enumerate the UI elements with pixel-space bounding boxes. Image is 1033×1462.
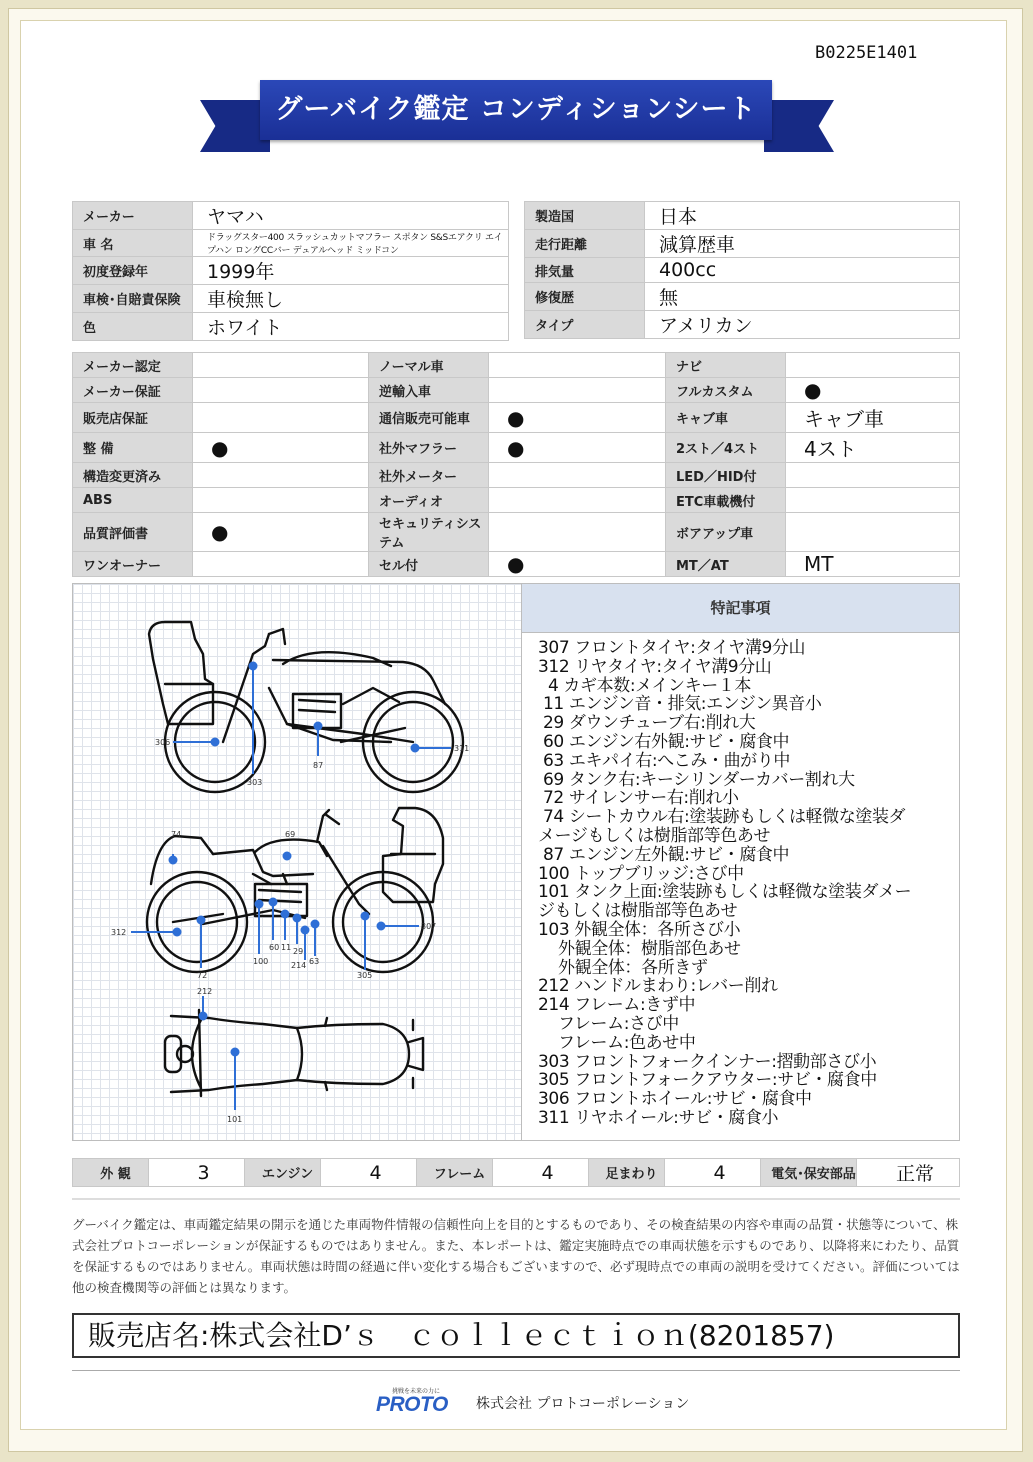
feature-label: メーカー認定	[73, 353, 193, 378]
info-row	[73, 230, 509, 257]
feature-row	[73, 433, 960, 463]
callout-311: 311	[454, 744, 470, 753]
info-value: ドラッグスター400 スラッシュカットマフラー スポタン S&Sエアクリ エイプハン ロングCCバー デュアルヘッド ミッドコン	[193, 230, 509, 257]
info-label: 色	[73, 313, 193, 341]
logo-tagline: 挑戦を未来の力に	[392, 1388, 441, 1395]
info-row	[525, 202, 960, 230]
logo-wordmark: PROTO	[376, 1393, 448, 1416]
score-value: 正常	[857, 1159, 960, 1187]
note-line: 外観全体：各所きず	[538, 957, 708, 978]
callout-29: 29	[293, 947, 304, 956]
feature-label: 販売店保証	[73, 403, 193, 433]
info-value: 400cc	[645, 258, 960, 283]
feature-value	[489, 488, 666, 513]
notes-panel	[522, 583, 960, 1141]
feature-label: ETC車載機付	[666, 488, 786, 513]
feature-value: MT	[786, 552, 960, 577]
note-line: 4 カギ本数:メインキー１本	[538, 675, 752, 696]
callout-11: 11	[281, 943, 292, 952]
callout-60: 60	[269, 943, 280, 952]
score-value: 3	[149, 1159, 245, 1187]
feature-value	[489, 353, 666, 378]
callout-306: 306	[155, 738, 171, 747]
ribbon-tail-right	[764, 100, 834, 152]
feature-value	[786, 463, 960, 488]
basic-info-left	[72, 201, 509, 341]
callout-lines-1	[173, 663, 451, 775]
score-label: 外 観	[73, 1159, 149, 1187]
info-value: ホワイト	[193, 313, 509, 341]
feature-label: ノーマル車	[369, 353, 489, 378]
info-row	[73, 285, 509, 313]
note-line: 305 フロントフォークアウター:サビ・腐食中	[538, 1070, 877, 1091]
basic-info-right	[524, 201, 960, 339]
feature-label: キャブ車	[666, 403, 786, 433]
info-value: 車検無し	[193, 285, 509, 313]
feature-value	[193, 488, 369, 513]
info-label: メーカー	[73, 202, 193, 230]
feature-row	[73, 463, 960, 488]
feature-label: ボアアップ車	[666, 513, 786, 552]
feature-value	[193, 403, 369, 433]
note-line: 69 タンク右:キーシリンダーカバー割れ大	[538, 769, 855, 790]
score-value: 4	[665, 1159, 761, 1187]
note-line: 11 エンジン音・排気:エンジン異音小	[538, 694, 822, 715]
feature-label: セル付	[369, 552, 489, 577]
proto-logo	[376, 1386, 466, 1416]
feature-label: 構造変更済み	[73, 463, 193, 488]
feature-value: ●	[489, 552, 666, 577]
note-line: 303 フロントフォークインナー:摺動部さび小	[538, 1051, 877, 1072]
info-row	[525, 258, 960, 283]
feature-value	[786, 353, 960, 378]
bike-side-left	[149, 622, 463, 792]
feature-value	[193, 552, 369, 577]
feature-label: 逆輸入車	[369, 378, 489, 403]
feature-value: ●	[193, 513, 369, 552]
callout-212: 212	[197, 987, 213, 996]
feature-value	[489, 513, 666, 552]
info-value: 1999年	[193, 257, 509, 285]
feature-value: ●	[786, 378, 960, 403]
info-label: 排気量	[525, 258, 645, 283]
feature-label: 整 備	[73, 433, 193, 463]
note-line: メージもしくは樹脂部等色あせ	[538, 825, 771, 846]
feature-row	[73, 552, 960, 577]
feature-value	[489, 378, 666, 403]
damage-diagram	[72, 583, 522, 1141]
note-line: 60 エンジン右外観:サビ・腐食中	[538, 731, 790, 752]
info-label: 製造国	[525, 202, 645, 230]
feature-label: MT／AT	[666, 552, 786, 577]
info-label: タイプ	[525, 311, 645, 339]
feature-value: 4スト	[786, 433, 960, 463]
notes-title: 特記事項	[522, 584, 959, 633]
info-row	[525, 283, 960, 311]
divider	[72, 1370, 960, 1371]
callout-69: 69	[285, 830, 296, 839]
feature-row	[73, 513, 960, 552]
info-value: 減算歴車	[645, 230, 960, 258]
divider	[72, 1198, 960, 1200]
note-line: フレーム:色あせ中	[538, 1032, 696, 1053]
callout-303: 303	[247, 778, 263, 787]
info-label: 修復歴	[525, 283, 645, 311]
callout-74: 74	[171, 830, 182, 839]
score-label: エンジン	[245, 1159, 321, 1187]
company-name: 株式会社 プロトコーポレーション	[476, 1396, 690, 1412]
info-value: 日本	[645, 202, 960, 230]
score-label: 足まわり	[589, 1159, 665, 1187]
feature-value: キャブ車	[786, 403, 960, 433]
callout-72: 72	[197, 971, 208, 980]
note-line: 72 サイレンサー右:削れ小	[538, 788, 739, 809]
feature-value	[193, 353, 369, 378]
callout-214: 214	[291, 961, 307, 970]
note-line: 29 ダウンチューブ右:削れ大	[538, 713, 756, 734]
feature-value	[489, 463, 666, 488]
feature-label: セキュリティシステム	[369, 513, 489, 552]
feature-row	[73, 353, 960, 378]
info-value: ヤマハ	[193, 202, 509, 230]
info-value: 無	[645, 283, 960, 311]
callout-lines-3	[200, 996, 239, 1110]
info-label: 初度登録年	[73, 257, 193, 285]
feature-value	[193, 463, 369, 488]
features-table	[72, 352, 960, 577]
callout-312: 312	[111, 928, 127, 937]
feature-value: ●	[489, 403, 666, 433]
note-line: 74 シートカウル右:塗装跡もしくは軽微な塗装ダ	[538, 807, 906, 828]
callout-63: 63	[309, 957, 320, 966]
callout-101: 101	[227, 1115, 243, 1124]
score-label: 電気･保安部品	[761, 1159, 857, 1187]
shop-name: 販売店名:株式会社D’ｓ ｃｏｌｌｅｃｔｉｏｎ(8201857)	[72, 1313, 960, 1358]
motorcycle-diagram	[73, 584, 523, 1142]
note-line: 307 フロントタイヤ:タイヤ溝9分山	[538, 638, 806, 658]
note-line: 312 リヤタイヤ:タイヤ溝9分山	[538, 656, 772, 677]
feature-label: フルカスタム	[666, 378, 786, 403]
note-line: ジもしくは樹脂部等色あせ	[538, 901, 738, 922]
document-code: B0225E1401	[815, 43, 918, 63]
page-title: グーバイク鑑定 コンディションシート	[260, 80, 772, 140]
title-ribbon	[200, 74, 834, 154]
info-row	[73, 202, 509, 230]
note-line: 311 リヤホイール:サビ・腐食小	[538, 1107, 779, 1128]
feature-value	[193, 378, 369, 403]
feature-value: ●	[489, 433, 666, 463]
feature-value: ●	[193, 433, 369, 463]
note-line: 外観全体：樹脂部色あせ	[538, 938, 741, 959]
callout-87: 87	[313, 761, 324, 770]
feature-value	[786, 513, 960, 552]
note-line: 306 フロントホイール:サビ・腐食中	[538, 1089, 812, 1110]
info-row	[73, 257, 509, 285]
callout-305: 305	[357, 971, 373, 980]
callout-307: 307	[421, 922, 437, 931]
feature-label: 通信販売可能車	[369, 403, 489, 433]
feature-label: メーカー保証	[73, 378, 193, 403]
feature-label: オーディオ	[369, 488, 489, 513]
feature-label: 社外メーター	[369, 463, 489, 488]
feature-label: 社外マフラー	[369, 433, 489, 463]
notes-list	[522, 633, 959, 1128]
note-line: 214 フレーム:きず中	[538, 995, 696, 1016]
note-line: 63 エキパイ右:へこみ・曲がり中	[538, 750, 790, 771]
feature-row	[73, 403, 960, 433]
note-line: 101 タンク上面:塗装跡もしくは軽微な塗装ダメー	[538, 882, 912, 903]
score-label: フレーム	[417, 1159, 493, 1187]
feature-row	[73, 378, 960, 403]
feature-value	[786, 488, 960, 513]
note-line: 212 ハンドルまわり:レバー削れ	[538, 976, 778, 997]
info-value: アメリカン	[645, 311, 960, 339]
feature-label: ナビ	[666, 353, 786, 378]
score-table	[72, 1158, 960, 1187]
feature-label: 品質評価書	[73, 513, 193, 552]
feature-label: ABS	[73, 488, 193, 513]
note-line: 100 トップブリッジ:さび中	[538, 863, 744, 884]
info-row	[525, 311, 960, 339]
note-line: 103 外観全体：各所さび小	[538, 919, 741, 940]
info-label: 走行距離	[525, 230, 645, 258]
note-line: 87 エンジン左外観:サビ・腐食中	[538, 844, 790, 865]
note-line: フレーム:さび中	[538, 1013, 679, 1034]
info-label: 車検･自賠責保険	[73, 285, 193, 313]
info-label: 車 名	[73, 230, 193, 257]
info-row	[73, 313, 509, 341]
info-row	[525, 230, 960, 258]
feature-label: ワンオーナー	[73, 552, 193, 577]
disclaimer-text: グーバイク鑑定は、車両鑑定結果の開示を通じた車両物件情報の信頼性向上を目的とするものであり、その検査結果の内容や車両の品質・状態等について、株式会社プロトコーポレーションが保証するものではありません。また、本レポートは、鑑定実施時点での車両状態を示すものであり、以降将来にわたり、品質を保証するものではありません。車両状態は時間の経過に伴い変化する場合もございますので、必ず現時点での車両の説明を受けてください。評価については他の検査機関等の評価とは異なります。	[72, 1217, 960, 1295]
callout-100: 100	[253, 957, 269, 966]
bike-top-view	[165, 1010, 423, 1096]
feature-row	[73, 488, 960, 513]
score-value: 4	[321, 1159, 417, 1187]
score-value: 4	[493, 1159, 589, 1187]
score-row	[73, 1159, 960, 1187]
feature-label: LED／HID付	[666, 463, 786, 488]
feature-label: 2スト／4スト	[666, 433, 786, 463]
